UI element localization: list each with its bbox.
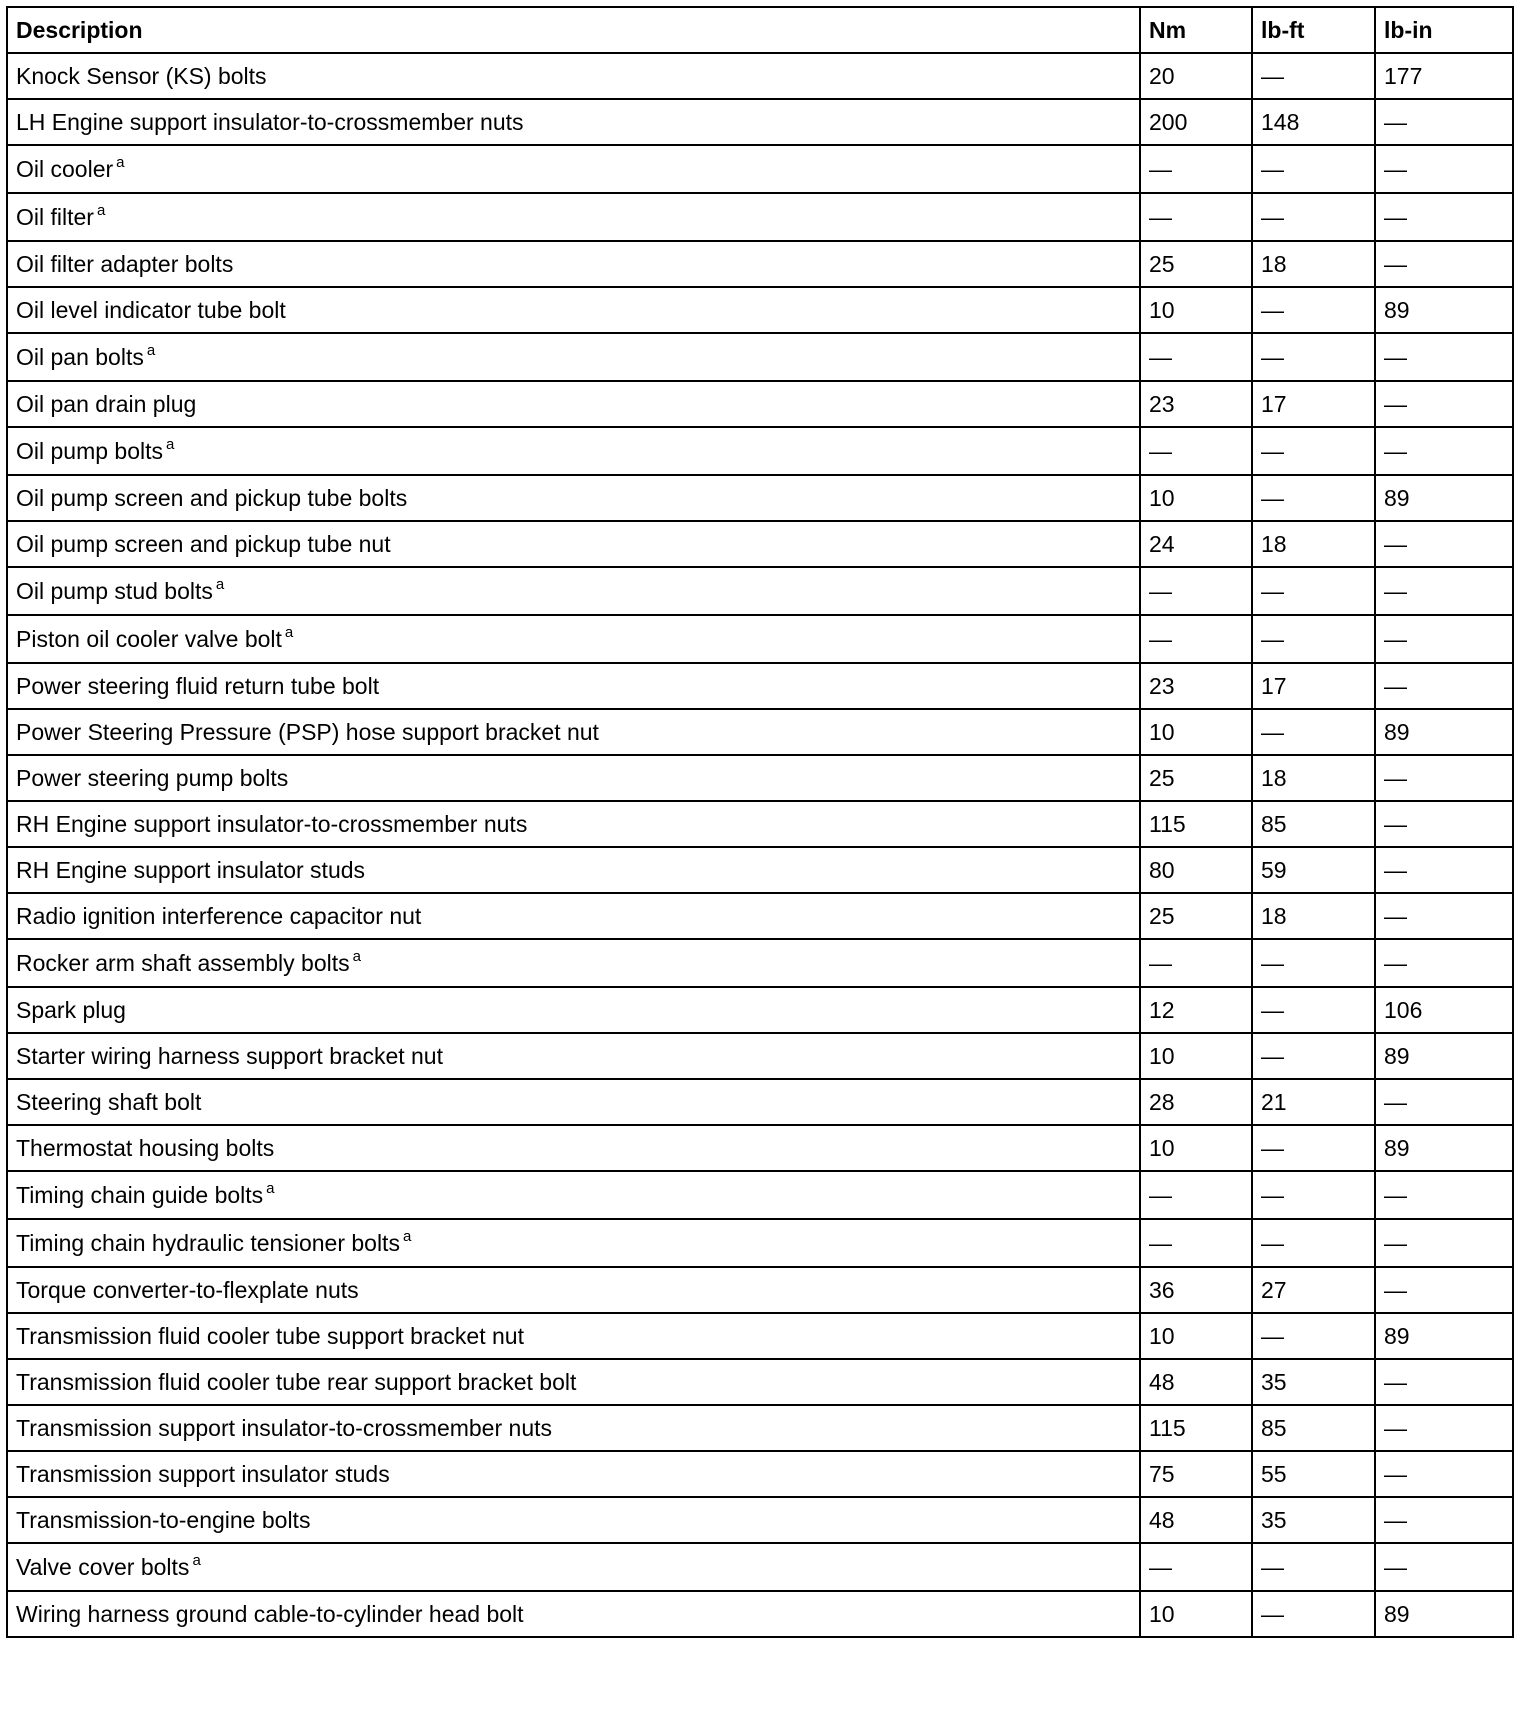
cell-description: [7, 475, 1140, 521]
cell-lbin: —: [1375, 1451, 1513, 1497]
cell-nm: 25: [1140, 755, 1252, 801]
cell-nm: 10: [1140, 1313, 1252, 1359]
cell-lbin: —: [1375, 145, 1513, 193]
cell-lbft: —: [1252, 1313, 1375, 1359]
cell-lbft: 18: [1252, 893, 1375, 939]
cell-nm: —: [1140, 193, 1252, 241]
description-text: Transmission support insulator-to-crossmember nuts: [16, 1414, 552, 1441]
cell-lbin: 177: [1375, 53, 1513, 99]
table-body: [7, 53, 1513, 1637]
table-row: [7, 987, 1513, 1033]
description-text: Oil cooler: [16, 155, 114, 182]
footnote-marker: a: [166, 435, 175, 453]
table-row: [7, 1219, 1513, 1267]
cell-lbin: —: [1375, 567, 1513, 615]
table-row: [7, 1359, 1513, 1405]
table-row: [7, 241, 1513, 287]
cell-nm: 10: [1140, 1033, 1252, 1079]
cell-description: [7, 241, 1140, 287]
cell-lbin: —: [1375, 1497, 1513, 1543]
table-row: [7, 381, 1513, 427]
cell-description: [7, 521, 1140, 567]
cell-lbin: —: [1375, 521, 1513, 567]
footnote-marker: a: [402, 1227, 412, 1245]
cell-lbft: —: [1252, 1125, 1375, 1171]
cell-nm: 25: [1140, 241, 1252, 287]
description-text: Knock Sensor (KS) bolts: [16, 62, 267, 89]
cell-lbin: 89: [1375, 1125, 1513, 1171]
cell-lbft: 35: [1252, 1497, 1375, 1543]
description-text: Oil pump screen and pickup tube bolts: [16, 484, 408, 511]
cell-description: [7, 987, 1140, 1033]
cell-description: [7, 1171, 1140, 1219]
cell-lbft: 85: [1252, 801, 1375, 847]
description-text: Torque converter-to-flexplate nuts: [16, 1276, 359, 1303]
header-nm: Nm: [1140, 7, 1252, 53]
cell-nm: —: [1140, 1219, 1252, 1267]
cell-lbft: —: [1252, 709, 1375, 755]
table-row: [7, 1267, 1513, 1313]
cell-nm: —: [1140, 427, 1252, 475]
description-text: Starter wiring harness support bracket nut: [16, 1042, 443, 1069]
cell-lbin: —: [1375, 333, 1513, 381]
cell-lbft: —: [1252, 615, 1375, 663]
description-text: Power steering fluid return tube bolt: [16, 672, 380, 699]
cell-description: [7, 1497, 1140, 1543]
cell-lbin: —: [1375, 1267, 1513, 1313]
cell-lbin: 89: [1375, 1313, 1513, 1359]
cell-lbin: —: [1375, 801, 1513, 847]
cell-lbin: —: [1375, 1543, 1513, 1591]
table-row: [7, 53, 1513, 99]
cell-lbft: —: [1252, 333, 1375, 381]
cell-nm: 12: [1140, 987, 1252, 1033]
cell-lbin: —: [1375, 755, 1513, 801]
cell-nm: 200: [1140, 99, 1252, 145]
cell-description: [7, 755, 1140, 801]
table-row: [7, 755, 1513, 801]
description-text: LH Engine support insulator-to-crossmember nuts: [16, 108, 524, 135]
cell-lbft: —: [1252, 987, 1375, 1033]
description-text: Transmission fluid cooler tube rear support bracket bolt: [16, 1368, 577, 1395]
table-row: [7, 567, 1513, 615]
table-row: [7, 1497, 1513, 1543]
cell-nm: —: [1140, 615, 1252, 663]
cell-description: [7, 1451, 1140, 1497]
cell-lbin: —: [1375, 241, 1513, 287]
table-row: [7, 847, 1513, 893]
cell-nm: —: [1140, 333, 1252, 381]
table-row: [7, 1079, 1513, 1125]
cell-lbin: 106: [1375, 987, 1513, 1033]
cell-nm: 10: [1140, 475, 1252, 521]
description-text: Rocker arm shaft assembly bolts: [16, 949, 350, 976]
cell-nm: 10: [1140, 287, 1252, 333]
description-text: Oil pan drain plug: [16, 390, 197, 417]
description-text: Radio ignition interference capacitor nut: [16, 902, 422, 929]
cell-lbft: —: [1252, 475, 1375, 521]
description-text: Oil pan bolts: [16, 343, 144, 370]
table-row: [7, 99, 1513, 145]
cell-lbft: —: [1252, 939, 1375, 987]
table-row: [7, 145, 1513, 193]
cell-lbft: 17: [1252, 663, 1375, 709]
description-text: Power steering pump bolts: [16, 764, 289, 791]
cell-nm: 10: [1140, 1125, 1252, 1171]
cell-lbft: 21: [1252, 1079, 1375, 1125]
cell-description: [7, 1405, 1140, 1451]
cell-description: [7, 709, 1140, 755]
cell-description: [7, 1543, 1140, 1591]
cell-nm: 24: [1140, 521, 1252, 567]
cell-description: [7, 427, 1140, 475]
table-row: [7, 521, 1513, 567]
cell-description: [7, 1591, 1140, 1637]
cell-lbft: 55: [1252, 1451, 1375, 1497]
footnote-marker: a: [266, 1179, 275, 1197]
table-row: [7, 1543, 1513, 1591]
table-row: [7, 663, 1513, 709]
cell-lbft: 35: [1252, 1359, 1375, 1405]
cell-nm: 10: [1140, 1591, 1252, 1637]
footnote-marker: a: [96, 201, 106, 219]
cell-description: [7, 145, 1140, 193]
cell-lbin: —: [1375, 1171, 1513, 1219]
cell-description: [7, 53, 1140, 99]
cell-description: [7, 1313, 1140, 1359]
cell-lbin: —: [1375, 99, 1513, 145]
cell-lbft: —: [1252, 53, 1375, 99]
cell-lbin: 89: [1375, 1033, 1513, 1079]
cell-lbft: 18: [1252, 755, 1375, 801]
cell-lbft: 18: [1252, 521, 1375, 567]
cell-nm: —: [1140, 1171, 1252, 1219]
description-text: Power Steering Pressure (PSP) hose support bracket nut: [16, 718, 599, 745]
cell-nm: 23: [1140, 381, 1252, 427]
header-row: [7, 7, 1513, 53]
cell-description: [7, 1033, 1140, 1079]
footnote-marker: a: [146, 341, 156, 359]
header-lbin: lb-in: [1375, 7, 1513, 53]
cell-lbft: 59: [1252, 847, 1375, 893]
cell-nm: 80: [1140, 847, 1252, 893]
description-text: Piston oil cooler valve bolt: [16, 625, 282, 652]
cell-nm: 23: [1140, 663, 1252, 709]
cell-lbft: 85: [1252, 1405, 1375, 1451]
footnote-marker: a: [116, 153, 125, 171]
cell-description: [7, 847, 1140, 893]
description-text: Transmission support insulator studs: [16, 1460, 390, 1487]
cell-lbin: —: [1375, 1219, 1513, 1267]
cell-nm: 25: [1140, 893, 1252, 939]
table-row: [7, 939, 1513, 987]
table-row: [7, 1451, 1513, 1497]
cell-nm: 20: [1140, 53, 1252, 99]
cell-lbft: 148: [1252, 99, 1375, 145]
cell-description: [7, 1079, 1140, 1125]
cell-lbft: 18: [1252, 241, 1375, 287]
cell-lbin: —: [1375, 1405, 1513, 1451]
cell-lbft: —: [1252, 1543, 1375, 1591]
cell-lbft: 27: [1252, 1267, 1375, 1313]
table-row: [7, 801, 1513, 847]
cell-lbft: —: [1252, 1219, 1375, 1267]
table-row: [7, 1313, 1513, 1359]
cell-description: [7, 99, 1140, 145]
table-header: [7, 7, 1513, 53]
table-row: [7, 475, 1513, 521]
cell-lbin: 89: [1375, 475, 1513, 521]
table-row: [7, 1033, 1513, 1079]
table-row: [7, 1591, 1513, 1637]
description-text: Timing chain guide bolts: [16, 1181, 264, 1208]
footnote-marker: a: [352, 947, 361, 965]
cell-nm: 28: [1140, 1079, 1252, 1125]
description-text: Wiring harness ground cable-to-cylinder head bolt: [16, 1600, 524, 1627]
cell-lbin: —: [1375, 193, 1513, 241]
description-text: Oil filter adapter bolts: [16, 250, 234, 277]
cell-nm: —: [1140, 1543, 1252, 1591]
description-text: Transmission-to-engine bolts: [16, 1506, 311, 1533]
cell-description: [7, 801, 1140, 847]
table-row: [7, 427, 1513, 475]
cell-nm: 115: [1140, 1405, 1252, 1451]
cell-lbft: —: [1252, 145, 1375, 193]
description-text: Transmission fluid cooler tube support bracket nut: [16, 1322, 524, 1349]
cell-description: [7, 1359, 1140, 1405]
cell-lbft: —: [1252, 1591, 1375, 1637]
cell-lbin: —: [1375, 939, 1513, 987]
cell-nm: —: [1140, 145, 1252, 193]
table-row: [7, 709, 1513, 755]
cell-description: [7, 193, 1140, 241]
cell-nm: 115: [1140, 801, 1252, 847]
table-row: [7, 1125, 1513, 1171]
table-row: [7, 1171, 1513, 1219]
cell-nm: 75: [1140, 1451, 1252, 1497]
cell-nm: 48: [1140, 1359, 1252, 1405]
description-text: RH Engine support insulator studs: [16, 856, 366, 883]
cell-description: [7, 939, 1140, 987]
table-row: [7, 193, 1513, 241]
cell-description: [7, 333, 1140, 381]
description-text: Oil level indicator tube bolt: [16, 296, 286, 323]
cell-lbft: 17: [1252, 381, 1375, 427]
table-row: [7, 333, 1513, 381]
cell-lbft: —: [1252, 287, 1375, 333]
description-text: Thermostat housing bolts: [16, 1134, 275, 1161]
cell-lbin: —: [1375, 1079, 1513, 1125]
description-text: Valve cover bolts: [16, 1553, 190, 1580]
description-text: Oil pump bolts: [16, 437, 164, 464]
header-description: Description: [7, 7, 1140, 53]
cell-description: [7, 567, 1140, 615]
cell-lbin: —: [1375, 615, 1513, 663]
header-lbft: lb-ft: [1252, 7, 1375, 53]
cell-description: [7, 663, 1140, 709]
cell-lbft: —: [1252, 427, 1375, 475]
cell-lbft: —: [1252, 1171, 1375, 1219]
cell-nm: —: [1140, 567, 1252, 615]
cell-lbft: —: [1252, 567, 1375, 615]
cell-lbft: —: [1252, 193, 1375, 241]
table-row: [7, 615, 1513, 663]
cell-description: [7, 1125, 1140, 1171]
cell-lbin: —: [1375, 663, 1513, 709]
torque-spec-table: [6, 6, 1514, 1638]
cell-description: [7, 893, 1140, 939]
cell-description: [7, 381, 1140, 427]
footnote-marker: a: [215, 575, 225, 593]
cell-description: [7, 615, 1140, 663]
cell-nm: 48: [1140, 1497, 1252, 1543]
cell-lbin: —: [1375, 847, 1513, 893]
table-row: [7, 893, 1513, 939]
cell-lbin: —: [1375, 427, 1513, 475]
description-text: RH Engine support insulator-to-crossmember nuts: [16, 810, 528, 837]
description-text: Oil pump stud bolts: [16, 577, 213, 604]
cell-nm: 10: [1140, 709, 1252, 755]
description-text: Spark plug: [16, 996, 126, 1023]
cell-description: [7, 287, 1140, 333]
description-text: Oil pump screen and pickup tube nut: [16, 530, 391, 557]
table-row: [7, 287, 1513, 333]
cell-nm: 36: [1140, 1267, 1252, 1313]
table-row: [7, 1405, 1513, 1451]
description-text: Steering shaft bolt: [16, 1088, 202, 1115]
cell-lbin: 89: [1375, 287, 1513, 333]
cell-lbin: 89: [1375, 709, 1513, 755]
cell-description: [7, 1267, 1140, 1313]
footnote-marker: a: [284, 623, 294, 641]
cell-lbin: —: [1375, 893, 1513, 939]
cell-lbin: 89: [1375, 1591, 1513, 1637]
cell-lbin: —: [1375, 381, 1513, 427]
footnote-marker: a: [192, 1551, 201, 1569]
cell-description: [7, 1219, 1140, 1267]
cell-nm: —: [1140, 939, 1252, 987]
cell-lbin: —: [1375, 1359, 1513, 1405]
cell-lbft: —: [1252, 1033, 1375, 1079]
description-text: Oil filter: [16, 203, 94, 230]
description-text: Timing chain hydraulic tensioner bolts: [16, 1229, 400, 1256]
